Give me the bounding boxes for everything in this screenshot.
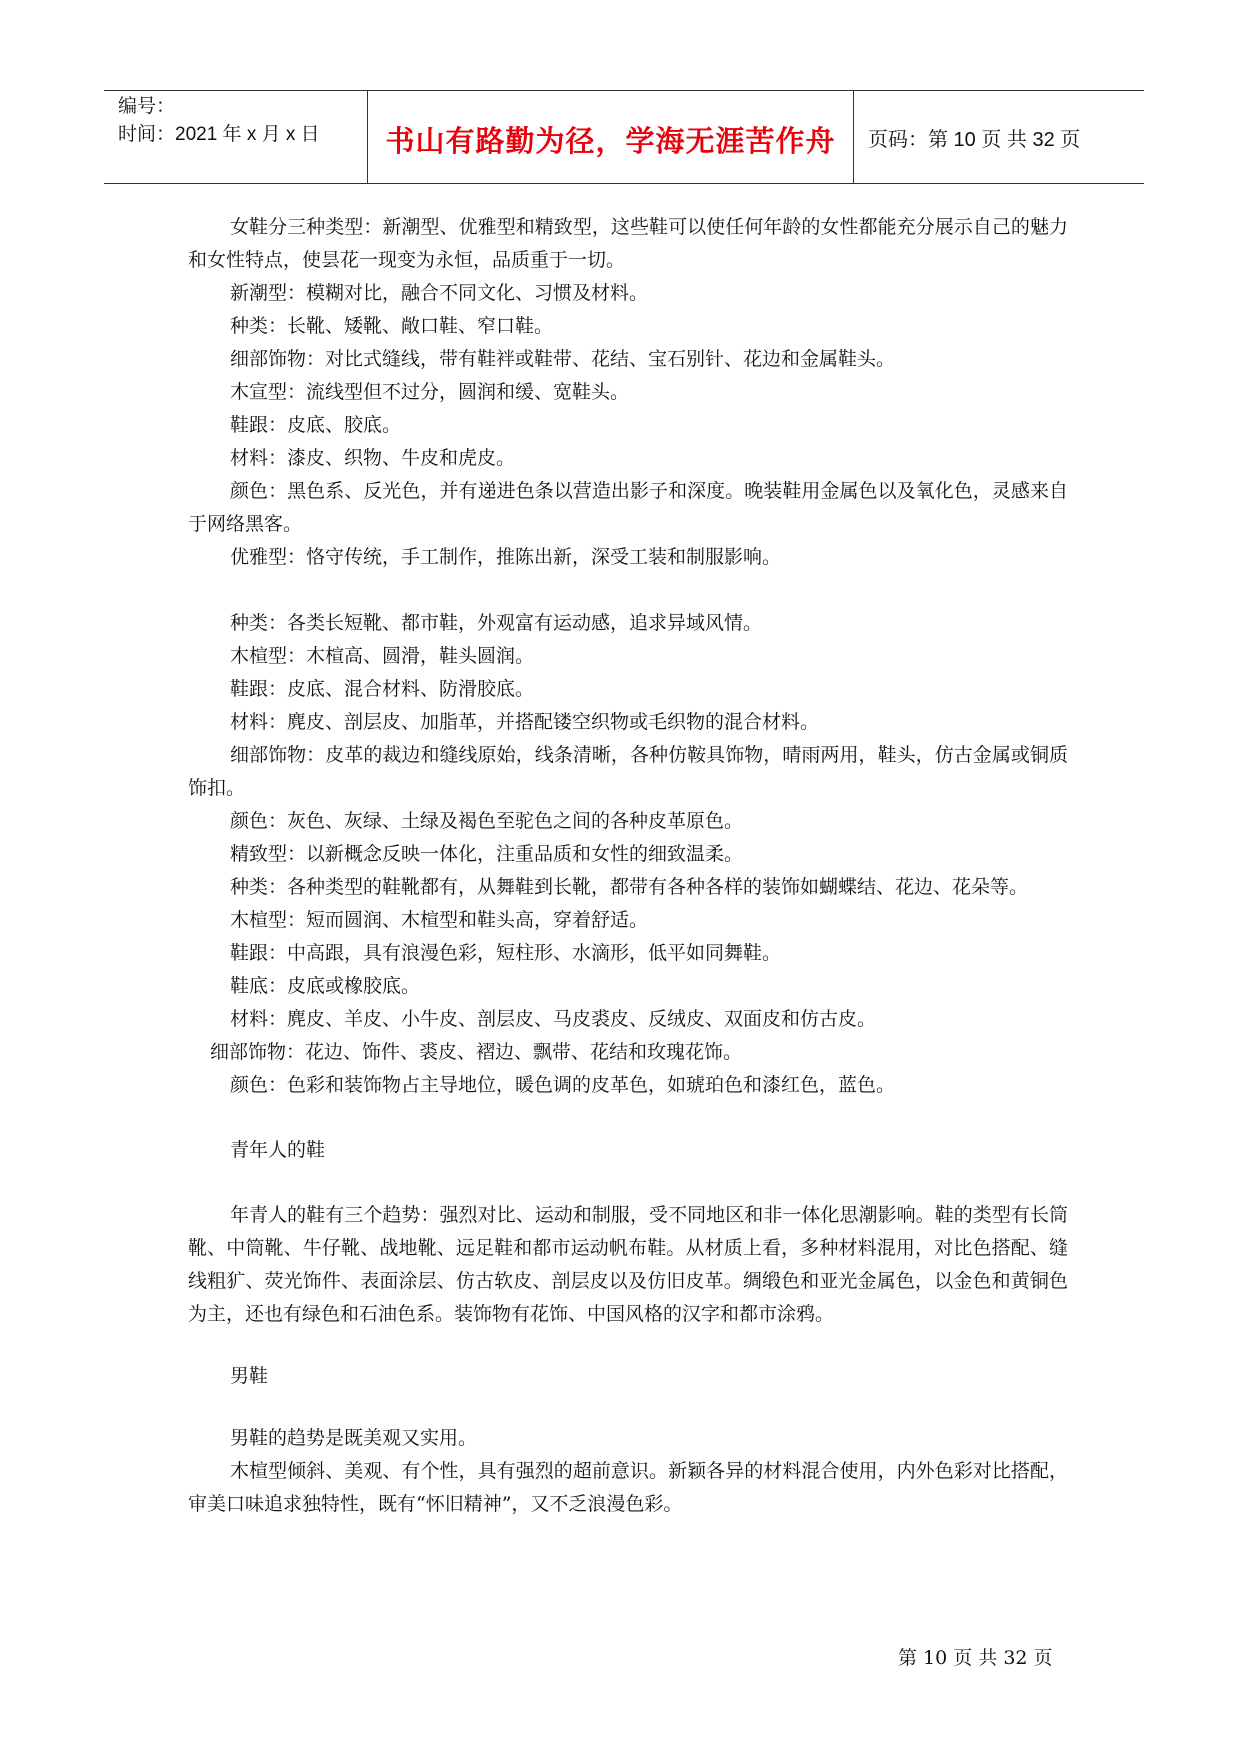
body-paragraph: 精致型：以新概念反映一体化，注重品质和女性的细致温柔。 xyxy=(230,843,744,865)
body-paragraph: 颜色：黑色系、反光色，并有递进色条以营造出影子和深度。晚装鞋用金属色以及氧化色，灵感来自于网络黑客。 xyxy=(188,480,1068,535)
body-paragraph: 种类：长靴、矮靴、敞口鞋、窄口鞋。 xyxy=(230,315,554,337)
body-paragraph: 颜色：色彩和装饰物占主导地位，暖色调的皮革色，如琥珀色和漆红色，蓝色。 xyxy=(230,1074,896,1096)
body-paragraph: 种类：各种类型的鞋靴都有，从舞鞋到长靴，都带有各种各样的装饰如蝴蝶结、花边、花朵等。 xyxy=(230,876,1029,898)
body-paragraph: 细部饰物：花边、饰件、裘皮、褶边、飘带、花结和玫瑰花饰。 xyxy=(210,1041,743,1063)
header-page-cell xyxy=(854,91,1144,183)
body-paragraph: 材料：麂皮、剖层皮、加脂革，并搭配镂空织物或毛织物的混合材料。 xyxy=(230,711,820,733)
body-paragraph: 鞋底：皮底或橡胶底。 xyxy=(230,975,421,997)
header-info-cell xyxy=(104,91,368,183)
body-paragraph: 新潮型：模糊对比，融合不同文化、习惯及材料。 xyxy=(230,282,649,304)
body-paragraph: 年青人的鞋有三个趋势：强烈对比、运动和制服，受不同地区和非一体化思潮影响。鞋的类型有长筒靴、中筒靴、牛仔靴、战地靴、远足鞋和都市运动帆布鞋。从材质上看，多种材料混用，对比色搭配、缝线粗犷、荧光饰件、表面涂层、仿古软皮、剖层皮以及仿旧皮革。绸缎色和亚光金属色，以金色和黄铜色为主，还也有绿色和石油色系。装饰物有花饰、中国风格的汉字和都市涂鸦。 xyxy=(188,1204,1068,1325)
body-paragraph: 鞋跟：皮底、混合材料、防滑胶底。 xyxy=(230,678,535,700)
body-paragraph: 优雅型：恪守传统，手工制作，推陈出新，深受工装和制服影响。 xyxy=(230,546,782,568)
body-paragraph: 木楦型倾斜、美观、有个性，具有强烈的超前意识。新颖各异的材料混合使用，内外色彩对比搭配，审美口味追求独特性，既有“怀旧精神”，又不乏浪漫色彩。 xyxy=(188,1460,1068,1515)
document-body xyxy=(188,211,1068,1521)
body-paragraph: 细部饰物：对比式缝线，带有鞋袢或鞋带、花结、宝石别针、花边和金属鞋头。 xyxy=(230,348,896,370)
header-page-number: 页码：第 10 页 共 32 页 xyxy=(868,129,1081,151)
body-paragraph: 材料：漆皮、织物、牛皮和虎皮。 xyxy=(230,447,516,469)
page-footer: 第 10 页 共 32 页 xyxy=(898,1647,1053,1669)
body-paragraph: 女鞋分三种类型：新潮型、优雅型和精致型，这些鞋可以使任何年龄的女性都能充分展示自己的魅力和女性特点，使昙花一现变为永恒，品质重于一切。 xyxy=(188,216,1068,271)
document-number-label: 编号： xyxy=(118,96,176,117)
body-paragraph: 种类：各类长短靴、都市鞋，外观富有运动感，追求异域风情。 xyxy=(230,612,763,634)
header-motto-cell xyxy=(368,91,854,183)
body-paragraph: 颜色：灰色、灰绿、土绿及褐色至驼色之间的各种皮革原色。 xyxy=(230,810,744,832)
section-heading: 男鞋 xyxy=(230,1365,269,1387)
page-header xyxy=(104,90,1144,184)
body-paragraph: 细部饰物：皮革的裁边和缝线原始，线条清晰，各种仿鞍具饰物，晴雨两用，鞋头，仿古金属或铜质饰扣。 xyxy=(188,744,1068,799)
section-heading: 青年人的鞋 xyxy=(230,1139,326,1161)
body-paragraph: 鞋跟：中高跟，具有浪漫色彩，短柱形、水滴形，低平如同舞鞋。 xyxy=(230,942,782,964)
body-paragraph: 木宣型：流线型但不过分，圆润和缓、宽鞋头。 xyxy=(230,381,630,403)
header-motto: 书山有路勤为径，学海无涯苦作舟 xyxy=(385,124,836,158)
body-paragraph: 鞋跟：皮底、胶底。 xyxy=(230,414,402,436)
body-paragraph: 木楦型：木楦高、圆滑，鞋头圆润。 xyxy=(230,645,535,667)
body-paragraph: 男鞋的趋势是既美观又实用。 xyxy=(230,1427,478,1449)
body-paragraph: 木楦型：短而圆润、木楦型和鞋头高，穿着舒适。 xyxy=(230,909,649,931)
document-time-label: 时间：2021 年 x 月 x 日 xyxy=(118,124,320,145)
body-paragraph: 材料：麂皮、羊皮、小牛皮、剖层皮、马皮裘皮、反绒皮、双面皮和仿古皮。 xyxy=(230,1008,877,1030)
